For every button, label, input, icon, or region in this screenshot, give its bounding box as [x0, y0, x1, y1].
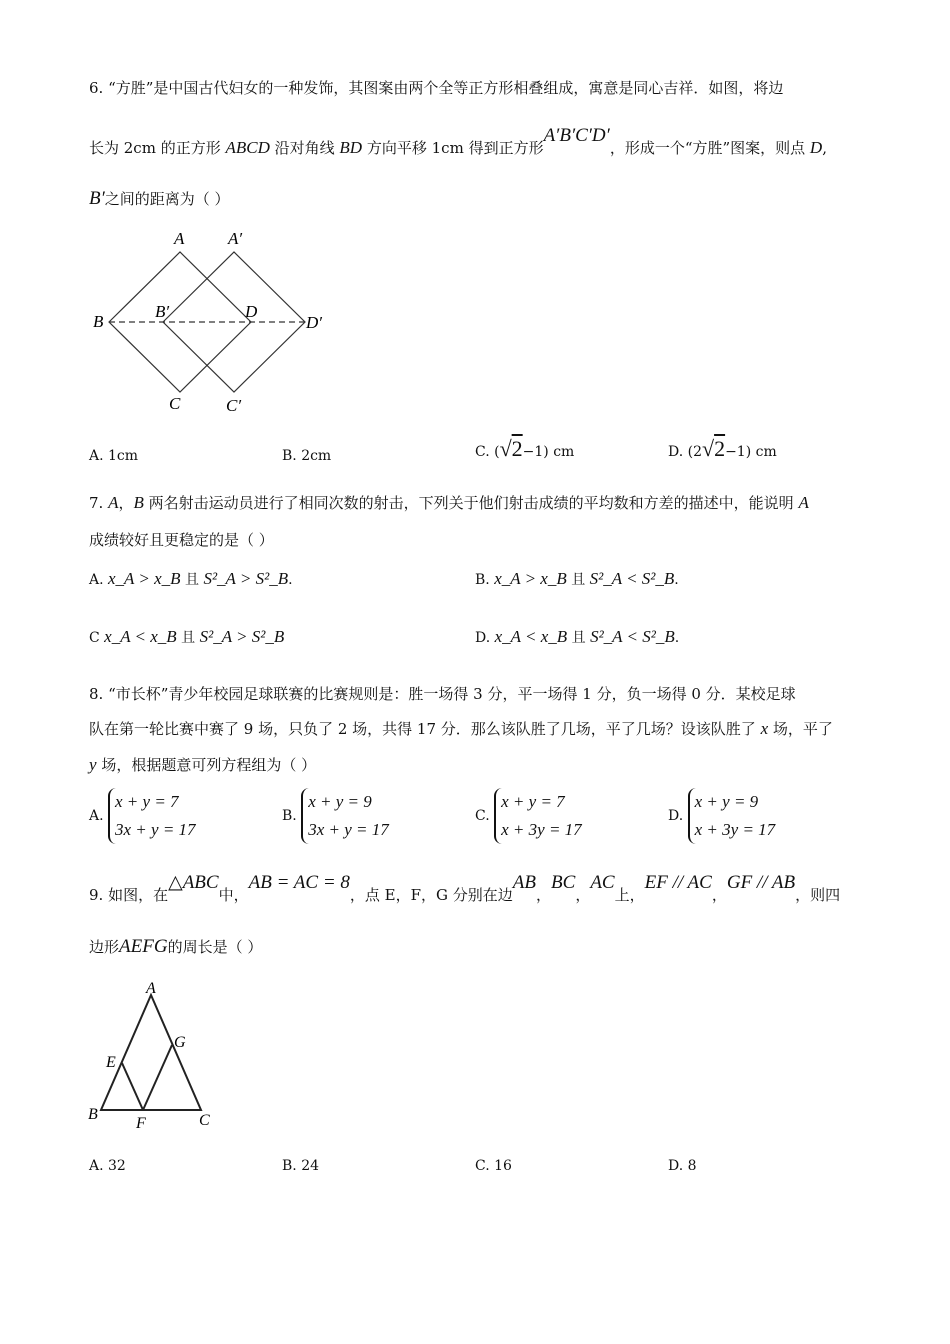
q9-figure [85, 975, 225, 1135]
label-D: D [245, 302, 258, 321]
q8-option-a[interactable]: A. x + y = 7 3x + y = 17 [89, 788, 196, 844]
label-B: B [88, 1106, 98, 1123]
q7-option-a[interactable]: A. x_A > x_B 且 S²_A > S²_B. [89, 569, 293, 588]
label-B: B [93, 312, 104, 331]
q9-option-c[interactable]: C. 16 [475, 1158, 512, 1174]
q8-option-d[interactable]: D. x + y = 9 x + 3y = 17 [668, 788, 775, 844]
q6-option-c[interactable]: C. (√2−1) cm [475, 436, 575, 461]
q6-line2: 长为 2cm 的正方形 ABCD 沿对角线 BD 方向平移 1cm 得到正方形A′B′C′D′，形成一个“方胜”图案，则点 D, [89, 125, 827, 157]
q9-option-b[interactable]: B. 24 [282, 1158, 320, 1174]
label-C: C [169, 394, 181, 413]
q8-option-b[interactable]: B. x + y = 9 3x + y = 17 [282, 788, 389, 844]
q9-line1: 9. 如图，在△ABC中，AB = AC = 8，点 E，F，G 分别在边AB，BC，AC上，EF // AC，GF // AB，则四 [89, 872, 841, 904]
q7-line2: 成绩较好且更稳定的是（ ） [89, 531, 274, 549]
q7-option-c[interactable]: C x_A < x_B 且 S²_A > S²_B [89, 627, 285, 646]
q9-line2: 边形AEFG的周长是（ ） [89, 936, 263, 957]
q6-option-d[interactable]: D. (2√2−1) cm [668, 436, 777, 461]
q8-line1: 8. “市长杯”青少年校园足球联赛的比赛规则是：胜一场得 3 分，平一场得 1 分，负一场得 0 分．某校足球 [89, 685, 796, 703]
q8-line2: 队在第一轮比赛中赛了 9 场，只负了 2 场，共得 17 分．那么该队胜了几场，平了几场？设该队胜了 x 场，平了 [89, 719, 833, 738]
label-A: A [146, 980, 156, 997]
q7-option-d[interactable]: D. x_A < x_B 且 S²_A < S²_B. [475, 627, 680, 646]
label-F: F [136, 1115, 146, 1132]
label-A: A [174, 229, 185, 248]
q6-square2: A′B′C′D′ [543, 125, 610, 146]
q9-option-d[interactable]: D. 8 [668, 1158, 697, 1174]
segment-gf [143, 1045, 172, 1110]
label-A-prime: A′ [228, 229, 243, 248]
q7-line1: 7. A，B 两名射击运动员进行了相同次数的射击，下列关于他们射击成绩的平均数和方差的描述中，能说明 A [89, 493, 809, 512]
q6-option-b[interactable]: B. 2cm [282, 448, 332, 464]
label-E: E [106, 1054, 116, 1071]
q6-figure [85, 225, 345, 425]
q6-line1: 6. “方胜”是中国古代妇女的一种发饰，其图案由两个全等正方形相叠组成，寓意是同心吉祥．如图，将边 [89, 79, 784, 97]
label-C-prime: C′ [226, 396, 242, 415]
q7-option-b[interactable]: B. x_A > x_B 且 S²_A < S²_B. [475, 569, 679, 588]
label-B-prime: B′ [155, 302, 170, 321]
label-G: G [174, 1034, 186, 1051]
q9-option-a[interactable]: A. 32 [89, 1158, 126, 1174]
label-D-prime: D′ [306, 313, 322, 332]
q6-line3: B′之间的距离为（ ） [89, 188, 230, 209]
q8-line3: y 场，根据题意可列方程组为（ ） [89, 755, 317, 774]
segment-ef [122, 1063, 143, 1110]
q8-option-c[interactable]: C. x + y = 7 x + 3y = 17 [475, 788, 582, 844]
label-C: C [199, 1112, 210, 1129]
q6-option-a[interactable]: A. 1cm [89, 448, 139, 464]
